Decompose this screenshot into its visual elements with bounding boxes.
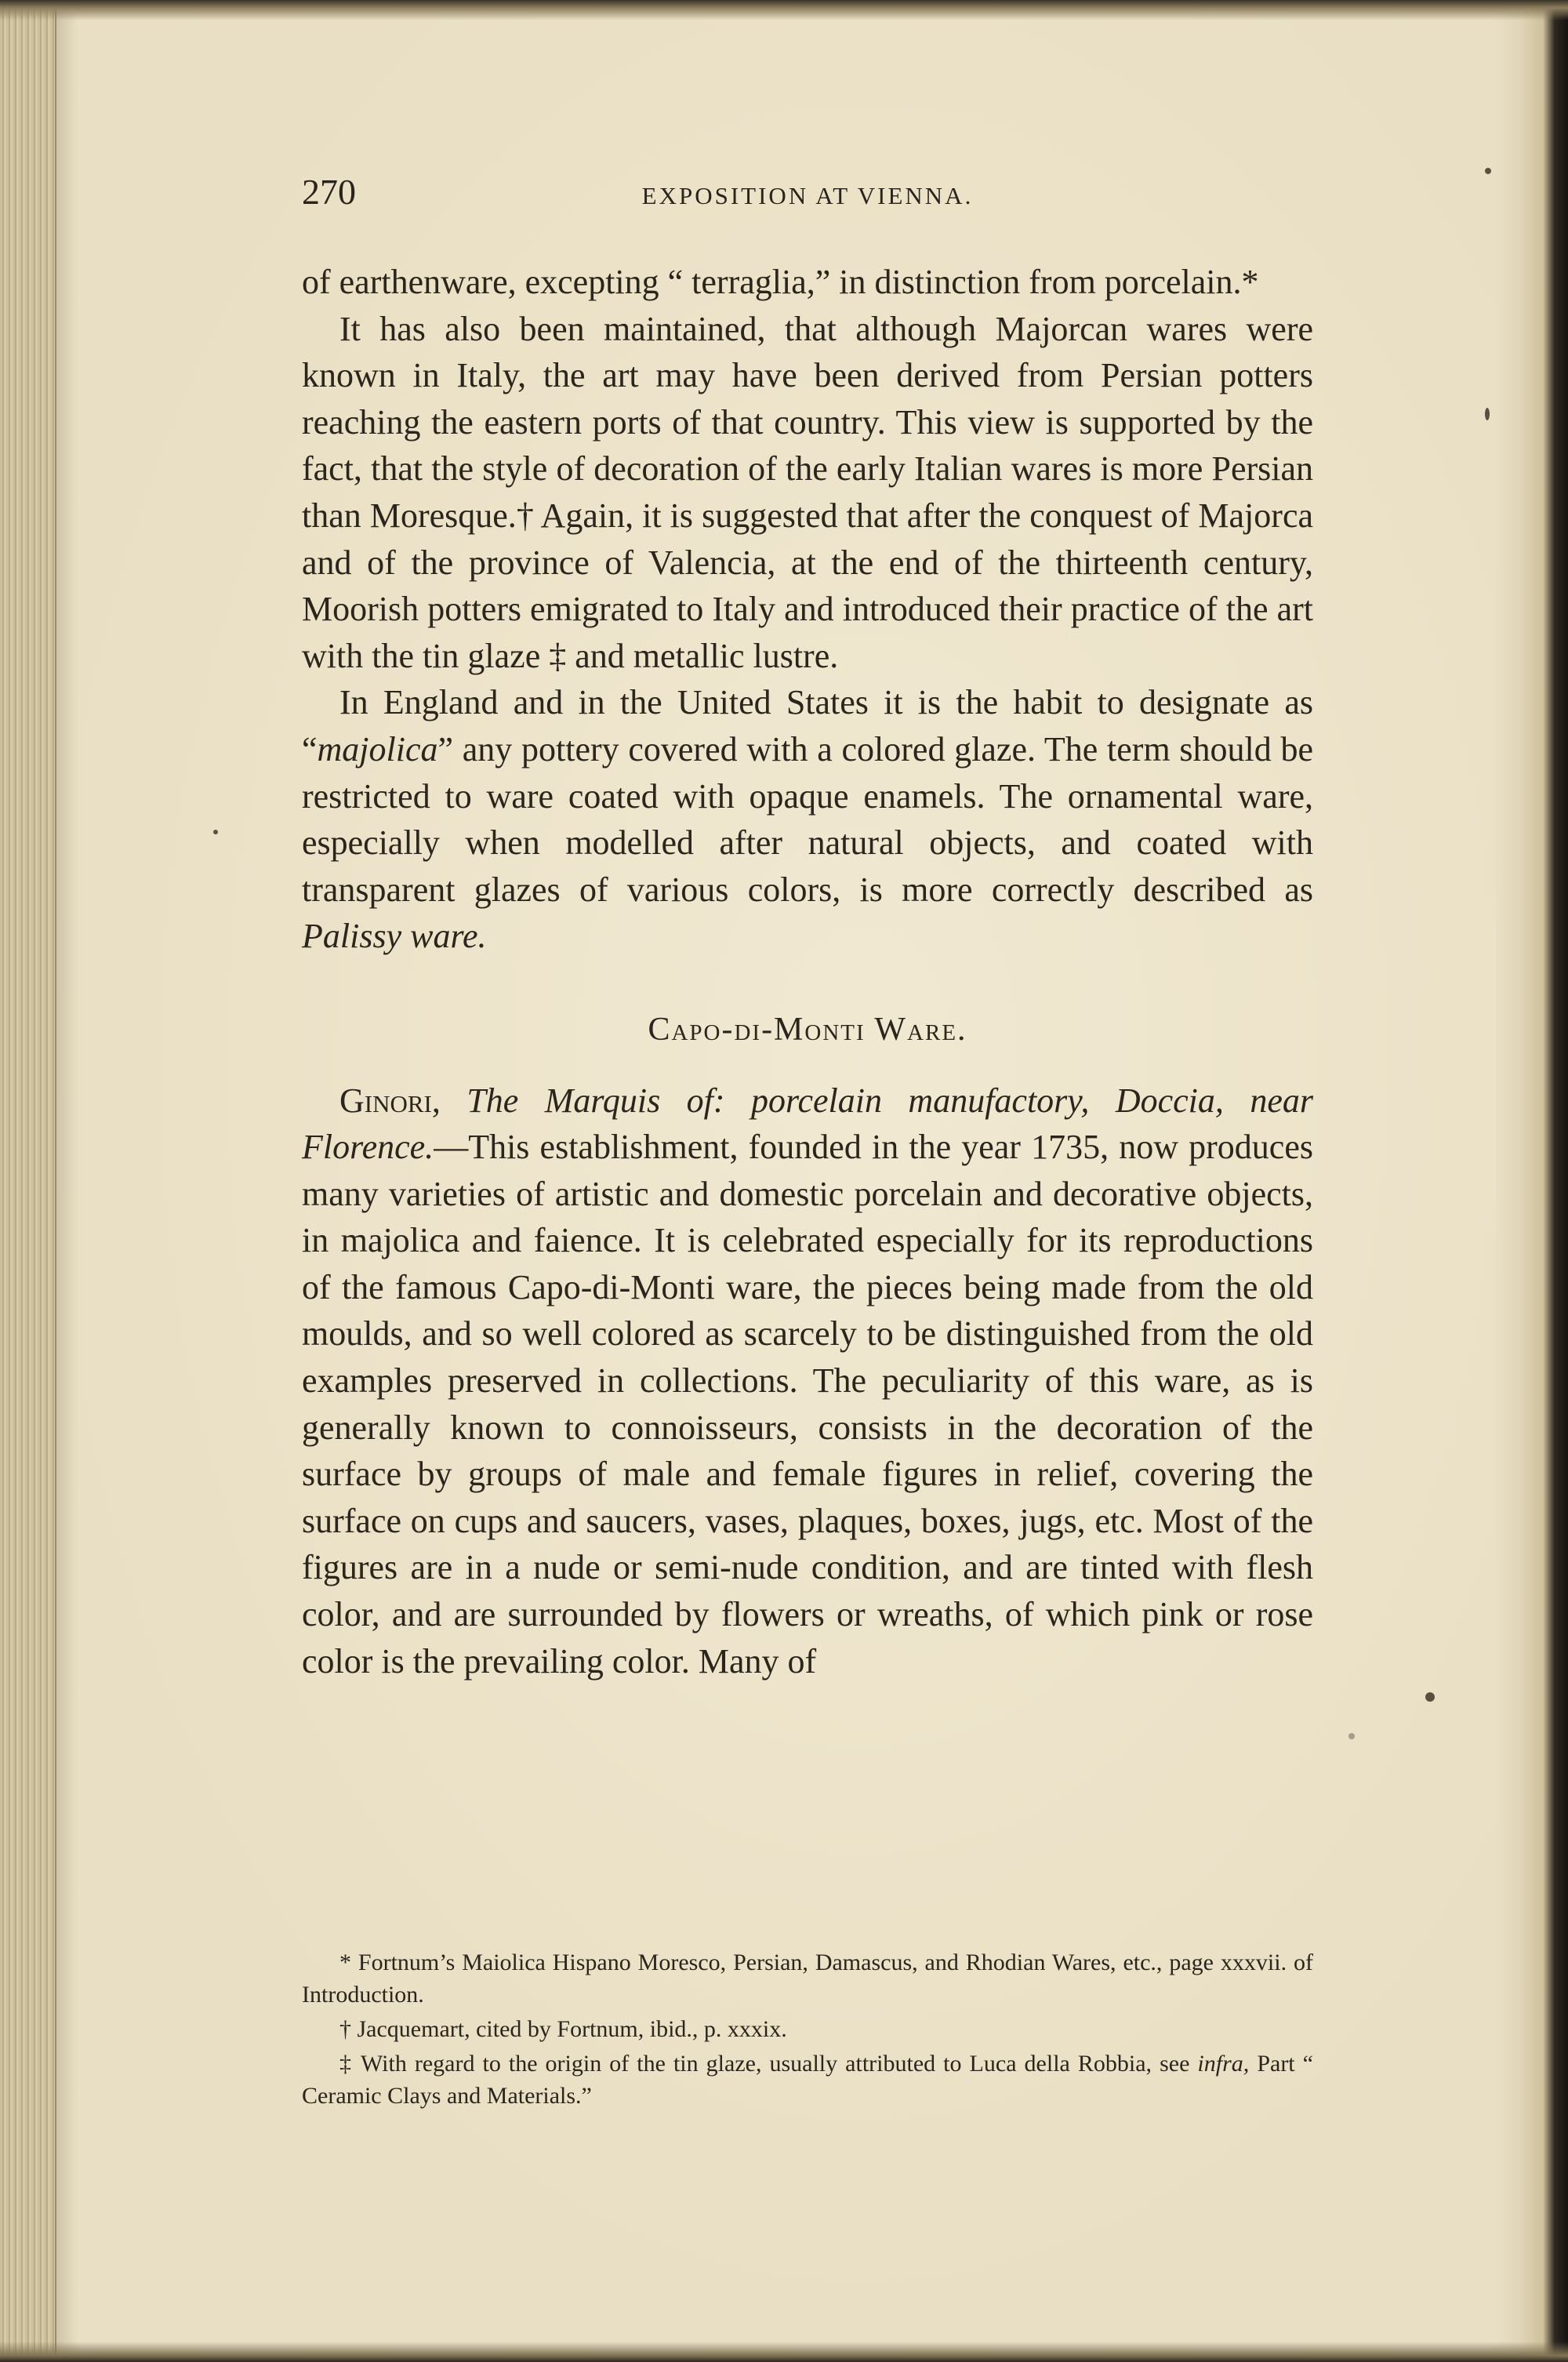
page-number: 270 bbox=[302, 172, 356, 212]
italic-term: majolica bbox=[317, 729, 438, 769]
italic-term: infra, bbox=[1197, 2051, 1250, 2077]
paragraph-text: —This establishment, founded in the year 1735, now produces many varieties of artistic and domestic porcelain and decorative objects, in majolica and faience. It is celebrated especially for its reproductions of the famous Capo-di-Monti ware, the pieces being made from the old moulds, and so well colored as scarcely to be distinguished from the old examples preserved in collections. The peculiarity of this ware, as is generally known to connoisseurs, consists in the decoration of the surface by groups of male and female figures in relief, covering the surface on cups and saucers, vases, plaques, boxes, jugs, etc. Most of the figures are in a nude or semi-nude condition, and are tinted with flesh color, and are surrounded by flowers or wreaths, of which pink or rose color is the prevailing color. Many of bbox=[302, 1128, 1313, 1681]
paragraph: It has also been maintained, that although Majorcan wares were known in Italy, the art may have been derived from Persian potters reaching the eastern ports of that country. This view is supported by the fact, that the style of decoration of the early Italian wares is more Persian than Moresque.† Again, it is suggested that after the conquest of Majorca and of the province of Valencia, at the end of the thirteenth century, Moorish potters emigrated to Italy and introduced their practice of the art with the tin glaze ‡ and metallic lustre. bbox=[302, 309, 1313, 675]
italic-term: Palissy ware. bbox=[302, 917, 487, 956]
entry-name: Ginori, bbox=[339, 1081, 441, 1120]
paragraph bbox=[302, 1077, 1313, 1685]
entry-title: The Marquis of: porcelain manufactory, Doccia, near Florence. bbox=[302, 1081, 1313, 1167]
footnotes bbox=[302, 1946, 1313, 2114]
speck-mark bbox=[1485, 408, 1490, 420]
page-stack-edge bbox=[0, 0, 56, 2362]
footnote-text: ‡ With regard to the origin of the tin glaze, usually attributed to Luca della Robbia, see bbox=[339, 2051, 1198, 2077]
paragraph: of earthenware, excepting “ terraglia,” in distinction from porcelain.* bbox=[302, 263, 1259, 301]
footnote bbox=[302, 2048, 1313, 2112]
gutter-shadow bbox=[55, 0, 78, 2362]
speck-mark bbox=[213, 830, 218, 834]
running-head: EXPOSITION AT VIENNA. bbox=[641, 182, 974, 209]
paragraph bbox=[302, 679, 1313, 960]
section-heading: Capo-di-Monti Ware. bbox=[648, 1011, 967, 1048]
footnote: * Fortnum’s Maiolica Hispano Moresco, Persian, Damascus, and Rhodian Wares, etc., page xxxvii. of Introduction. bbox=[302, 1950, 1313, 2008]
speck-mark bbox=[1425, 1692, 1435, 1702]
paragraph-text: In England and in the United States it is the habit to designate as “ bbox=[302, 683, 1313, 769]
body-text bbox=[302, 259, 1313, 1684]
bottom-page-edge bbox=[0, 2342, 1568, 2362]
paragraph-text: ” any pottery covered with a colored glaze. The term should be restricted to ware coated with opaque enamels. The ornamental ware, especially when modelled after natural objects, and coated with transparent glazes of various colors, is more correctly described as bbox=[302, 729, 1313, 909]
right-page-edge bbox=[1496, 0, 1568, 2362]
footnote: † Jacquemart, cited by Fortnum, ibid., p. xxxix. bbox=[339, 2016, 787, 2042]
top-page-edge bbox=[0, 0, 1568, 20]
speck-mark bbox=[1348, 1733, 1355, 1739]
speck-mark bbox=[1485, 168, 1491, 174]
footnote-text: Part “ Ceramic Clays and Materials.” bbox=[302, 2051, 1313, 2109]
page-header bbox=[302, 171, 1313, 218]
